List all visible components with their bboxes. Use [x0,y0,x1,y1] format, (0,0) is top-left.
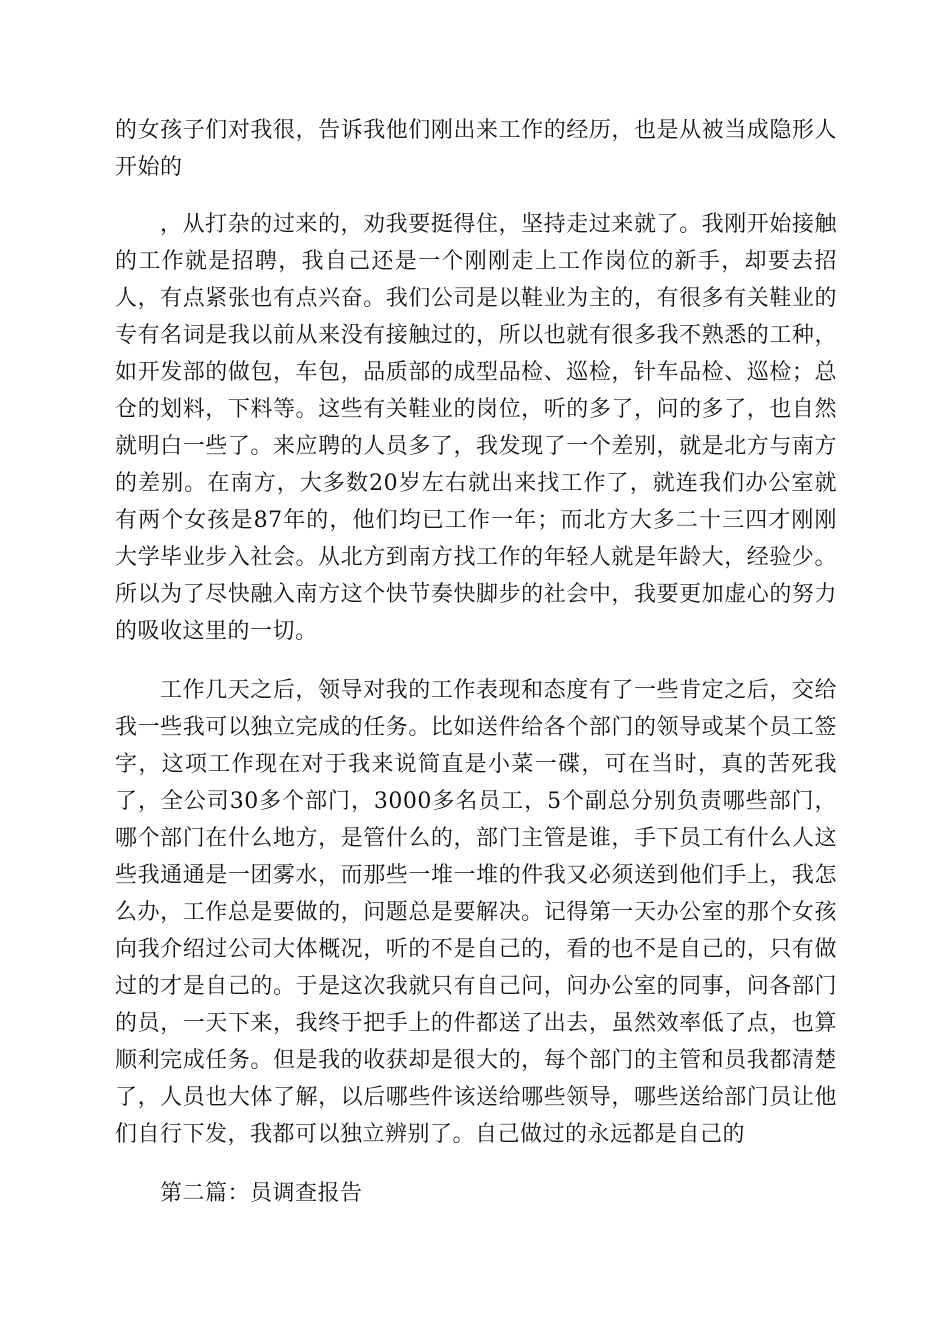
document-page [115,112,837,1212]
paragraph-2: ，从打杂的过来的，劝我要挺得住，坚持走过来就了。我刚开始接触的工作就是招聘，我自己还是一个刚刚走上工作岗位的新手，却要去招人，有点紧张也有点兴奋。我们公司是以鞋业为主的，有很多有关鞋业的专有名词是我以前从来没有接触过的，所以也就有很多我不熟悉的工种，如开发部的做包，车包，品质部的成型品检、巡检，针车品检、巡检；总仓的划料，下料等。这些有关鞋业的岗位，听的多了，问的多了，也自然就明白一些了。来应聘的人员多了，我发现了一个差别，就是北方与南方的差别。在南方，大多数20岁左右就出来找工作了，就连我们办公室就有两个女孩是87年的，他们均已工作一年；而北方大多二十三四才刚刚大学毕业步入社会。从北方到南方找工作的年轻人就是年龄大，经验少。所以为了尽快融入南方这个快节奏快脚步的社会中，我要更加虚心的努力的吸收这里的一切。 [115,212,837,644]
paragraph-3: 工作几天之后，领导对我的工作表现和态度有了一些肯定之后，交给我一些我可以独立完成的任务。比如送件给各个部门的领导或某个员工签字，这项工作现在对于我来说简直是小菜一碟，可在当时，真的苦死我了，全公司30多个部门，3000多名员工，5个副总分别负责哪些部门，哪个部门在什么地方，是管什么的，部门主管是谁，手下员工有什么人这些我通通是一团雾水，而那些一堆一堆的件我又必须送到他们手上，我怎么办，工作总是要做的，问题总是要解决。记得第一天办公室的那个女孩向我介绍过公司大体概况，听的不是自己的，看的也不是自己的，只有做过的才是自己的。于是这次我就只有自己问，问办公室的同事，问各部门的员，一天下来，我终于把手上的件都送了出去，虽然效率低了点，也算顺利完成任务。但是我的收获却是很大的，每个部门的主管和员我都清楚了，人员也大体了解，以后哪些件该送给哪些领导，哪些送给部门员让他们自行下发，我都可以独立辨别了。自己做过的永远都是自己的 [115,678,837,1147]
paragraph-1: 的女孩子们对我很，告诉我他们刚出来工作的经历，也是从被当成隐形人开始的 [115,118,837,180]
section-heading: 第二篇：员调查报告 [160,1181,363,1206]
